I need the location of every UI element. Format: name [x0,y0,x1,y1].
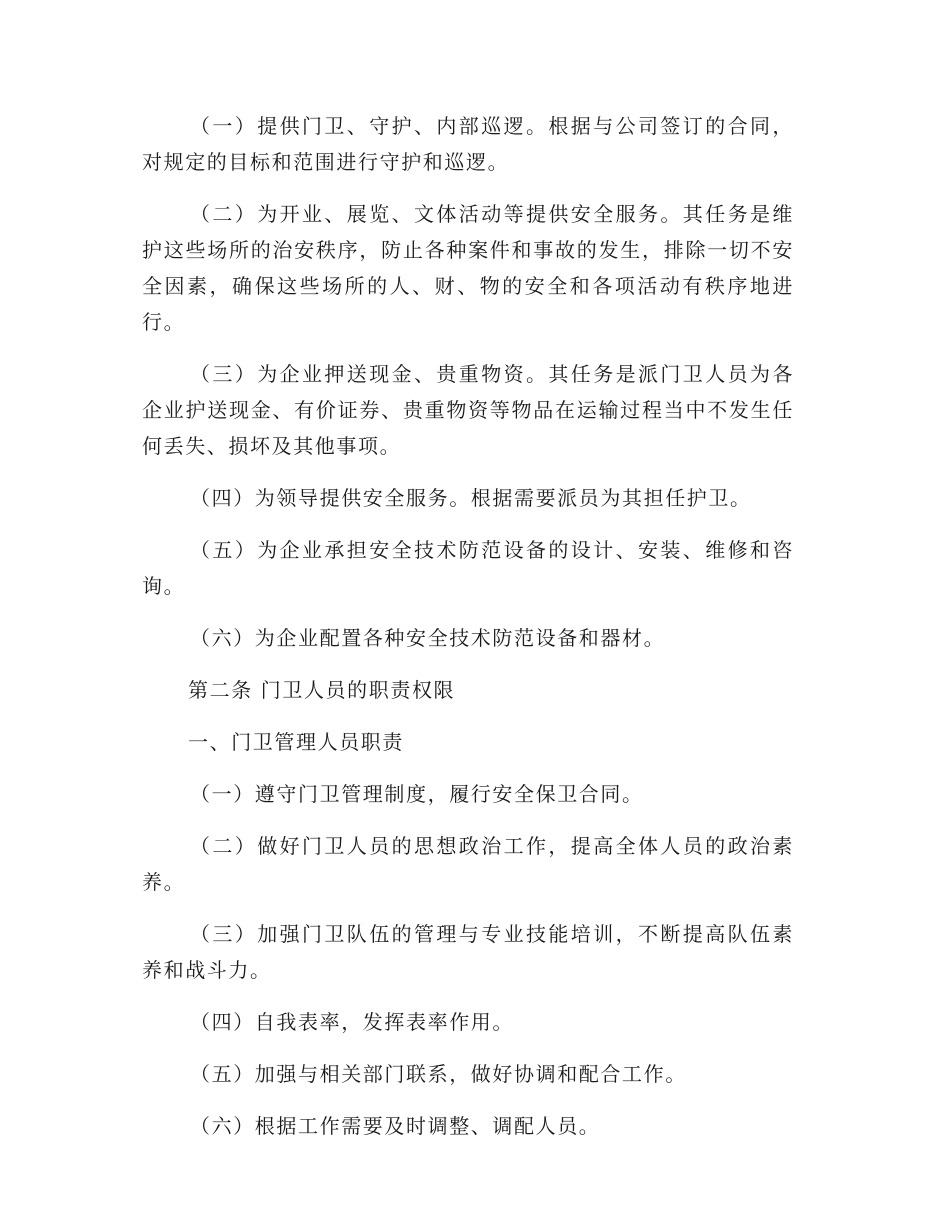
paragraph-duty-training: （三）加强门卫队伍的管理与专业技能培训，不断提高队伍素养和战斗力。 [142,922,794,982]
paragraph-service-escort: （三）为企业押送现金、贵重物资。其任务是派门卫人员为各企业护送现金、有价证券、贵重物资等物品在运输过程当中不发生任何丢失、损坏及其他事项。 [142,362,794,458]
paragraph-service-events: （二）为开业、展览、文体活动等提供安全服务。其任务是维护这些场所的治安秩序，防止各种案件和事故的发生，排除一切不安全因素，确保这些场所的人、财、物的安全和各项活动有秩序地进行。 [142,202,794,334]
section-heading-manager-duties: 一、门卫管理人员职责 [188,730,404,754]
paragraph-duty-staffing: （六）根据工作需要及时调整、调配人员。 [190,1114,601,1138]
paragraph-service-leaders: （四）为领导提供安全服务。根据需要派员为其担任护卫。 [190,486,752,510]
paragraph-duty-coordination: （五）加强与相关部门联系，做好协调和配合工作。 [190,1062,687,1086]
paragraph-service-design: （五）为企业承担安全技术防范设备的设计、安装、维修和咨询。 [142,538,794,598]
document-body [142,108,794,1160]
paragraph-duty-political: （二）做好门卫人员的思想政治工作，提高全体人员的政治素养。 [142,834,794,894]
paragraph-service-guard: （一）提供门卫、守护、内部巡逻。根据与公司签订的合同，对规定的目标和范围进行守护和巡逻。 [142,114,794,174]
paragraph-duty-rules: （一）遵守门卫管理制度，履行安全保卫合同。 [190,782,644,806]
paragraph-duty-example: （四）自我表率，发挥表率作用。 [190,1010,514,1034]
paragraph-service-equipment: （六）为企业配置各种安全技术防范设备和器材。 [190,626,666,650]
section-heading-article-two: 第二条 门卫人员的职责权限 [188,678,456,702]
